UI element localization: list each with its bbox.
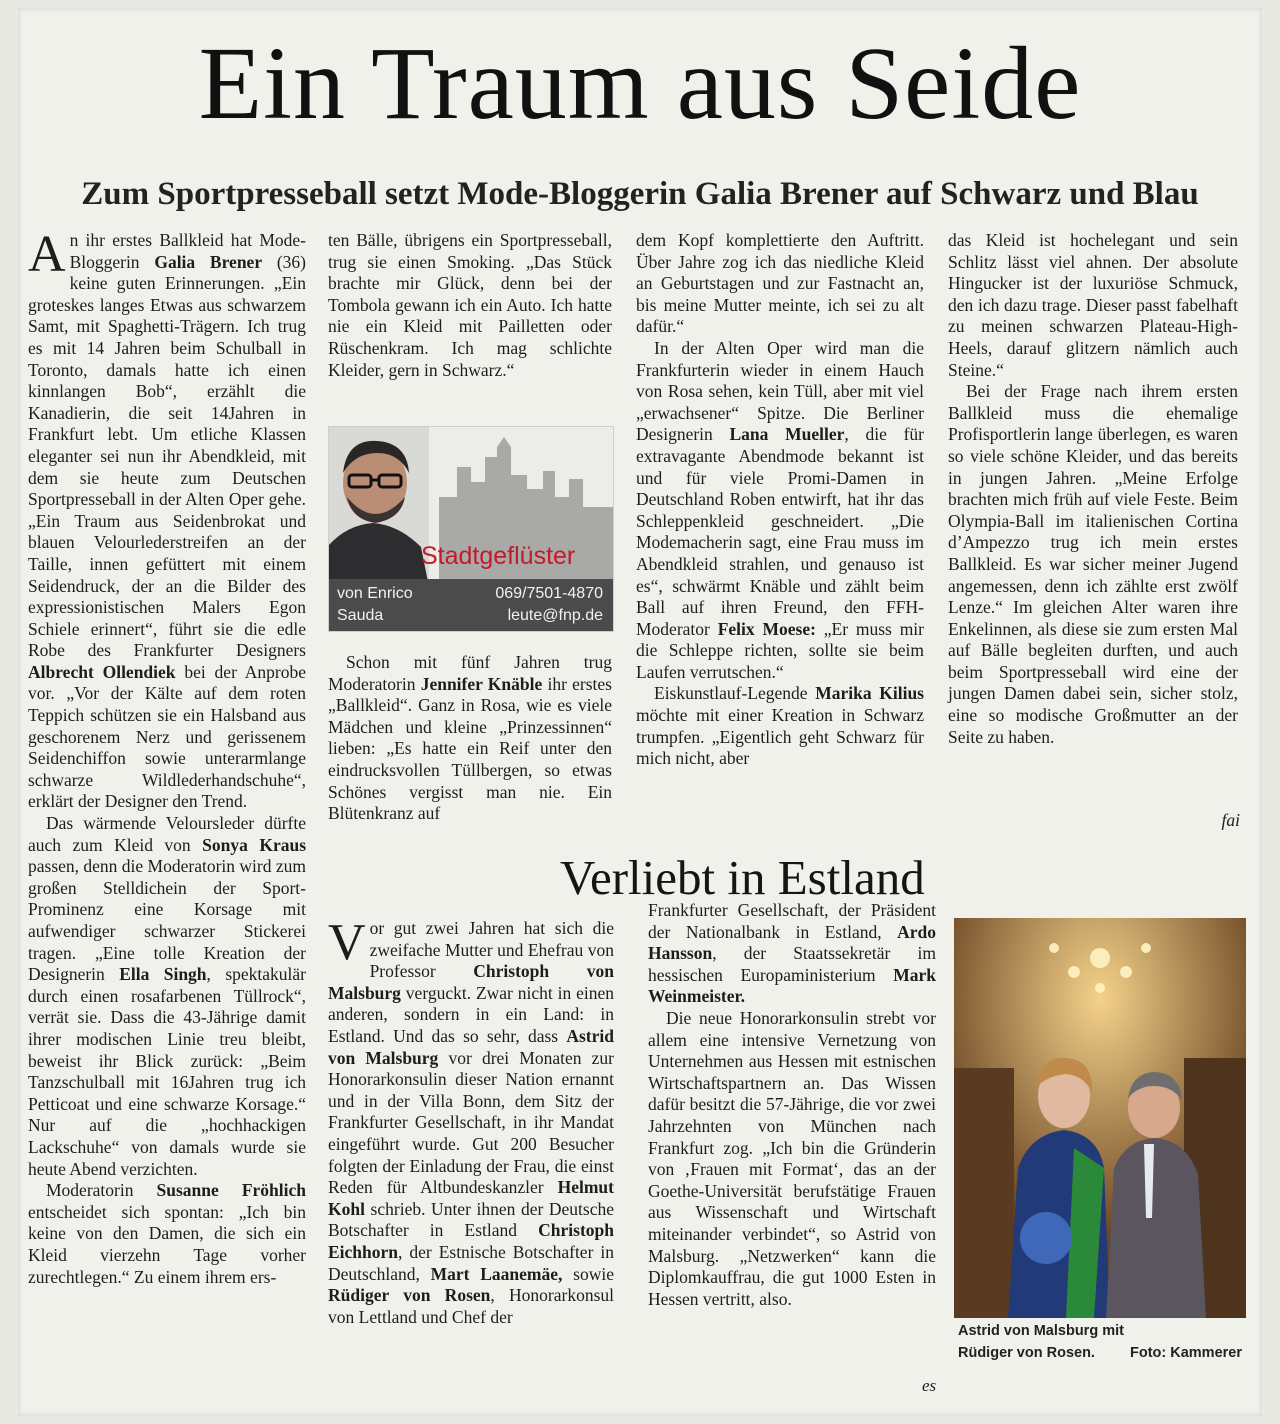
paragraph [28, 813, 306, 1180]
bold-name: Mark Weinmeister. [648, 964, 936, 1007]
drop-cap: V [328, 914, 366, 971]
photo-caption-text: Astrid von Malsburg mit Rüdiger von Rosen. [958, 1323, 1124, 1361]
article1-column-1 [28, 226, 307, 1288]
text-run: Eiskunstlauf-Legende [654, 683, 816, 704]
page-subhead: Zum Sportpresseball setzt Mode-Bloggerin Galia Brener auf Schwarz und Blau [81, 176, 1199, 212]
text-run: Moderatorin [46, 1180, 157, 1201]
bold-name: Ardo Hansson [648, 921, 936, 964]
text-run: , der Estnische Botschafter in Deutschland, [328, 1241, 614, 1284]
column-contact-bar [329, 579, 613, 631]
text-run: das Kleid ist hochelegant und sein Schlitz lässt viel ahnen. Der absolute Hingucker ist der luxuriöse Schmuck, den ich dazu trage. Dieser passt fabelhaft zu meinen schwarzen Plateau-High-Heels, darauf glitzern nämlich auch Steine.“ [948, 230, 1238, 380]
article2-column-1 [328, 914, 615, 1328]
text-run: „Er muss mir die Schleppe richten, sollte sie beim Laufen verrutschen.“ [636, 618, 924, 682]
paragraph [636, 338, 924, 684]
page-headline: Ein Traum aus Seide [198, 26, 1082, 141]
bold-name: Susanne Fröhlich [156, 1180, 306, 1201]
text-run: möchte mit einer Kreation in Schwarz trumpfen. „Eigentlich geht Schwarz für mich nicht, aber [636, 705, 924, 769]
bold-name: Christoph von Malsburg [328, 961, 614, 1003]
article1-column-2-top [328, 230, 612, 381]
paragraph [948, 230, 1238, 381]
bold-name: Astrid von Malsburg [328, 1025, 614, 1068]
article1-column-2-bottom [328, 652, 612, 825]
text-run: , der Staatssekretär im hessischen Europaministerium [648, 943, 936, 985]
paragraph [28, 226, 307, 813]
text-run: vor drei Monaten zur Honorarkonsulin dieser Nation ernannt und in der Villa Bonn, dem Sitz der Frankfurter Gesellschaft, in ihr Mandat eingeführt wurde. Gut 200 Besucher folgten der Einladung der Frau, die einst Reden für Altbundeskanzler [328, 1047, 614, 1198]
text-run: schrieb. Unter ihnen der Deutsche Botschafter in Estland [328, 1198, 614, 1241]
photo-credit: Foto: Kammerer [1130, 1345, 1242, 1361]
text-run: bei der Anprobe vor. „Vor der Kälte auf dem roten Teppich schützen sie ein Halsband aus geschorenem Nerz und gerissenem Seidenchiffon sowie unterarmlange schwarze Wildlederhandschuhe“, erklärt der Designer den Trend. [28, 661, 306, 812]
bold-name: Felix Moese: [717, 618, 816, 639]
text-run: Die neue Honorarkonsulin strebt vor allem eine intensive Vernetzung von Unternehmen aus Hessen mit estnischen Wirtschaftspartnern an. Das Wissen dafür besitzt die 57-Jährige, die vor zwei Jahrzehnten von München nach Frankfurt zog. „Ich bin die Gründerin von ‚Frauen mit Format‘, das an der Goethe-Universität berufstätige Frauen aus Wissenschaft und Wirtschaft miteinander verbindet“, so Astrid von Malsburg. „Netzwerken“ kann die Diplomkauffrau, die gut 1000 Esten in Hessen vertritt, also. [648, 1007, 936, 1309]
bold-name: Lana Mueller [729, 424, 845, 445]
paragraph [328, 230, 612, 381]
article2-headline: Verliebt in Estland [560, 850, 925, 905]
bold-name: Helmut Kohl [328, 1177, 614, 1219]
event-photo-graphic [954, 918, 1246, 1318]
paragraph [948, 381, 1238, 748]
text-run: Schon mit fünf Jahren trug Moderatorin [328, 652, 612, 694]
paragraph [636, 230, 924, 338]
bold-name: Jennifer Knäble [420, 673, 543, 694]
column-contact [495, 583, 603, 627]
drop-cap: A [28, 226, 66, 283]
paragraph [28, 1180, 306, 1288]
paragraph [648, 900, 936, 1008]
event-photo [954, 918, 1246, 1318]
bold-name: Mart Laanemäe, [430, 1263, 563, 1284]
article2-column-2 [648, 900, 936, 1310]
bold-name: Rüdiger von Rosen [328, 1285, 491, 1306]
photo-caption [958, 1320, 1248, 1364]
text-run: ihr erstes „Ballkleid“. Ganz in Rosa, wie es viele Mädchen und kleine „Prinzessinnen“ lieben: „Es hatte ein Reif unter den eindrucksvollen Tüllbergen, so etwas Schönes vergisst man nie. Ein Blütenkranz auf [328, 673, 612, 824]
column-email: leute@fnp.de [507, 607, 603, 624]
paragraph [636, 683, 924, 769]
text-run: Das wärmende Veloursleder dürfte auch zum Kleid von [28, 813, 306, 855]
article1-column-3 [636, 230, 924, 770]
bold-name: Albrecht Ollendiek [28, 661, 176, 682]
text-run: or gut zwei Jahren hat sich die zweifache Mutter und Ehefrau von Professor [369, 918, 614, 982]
text-run: , spektakulär durch einen rosafarbenen Tüllrock“, verrät sie. Dass die 43-Jährige damit ihrer modischen Linie treu bleibt, beweist ihr Blick zurück: „Beim Tanzschulball mit 16Jahren trug ich Petticoat und eine schwarze Korsage.“ Nur auf die „hochhackigen Lackschuhe“ von damals wurde sie heute Abend verzichten. [28, 964, 306, 1179]
columnist-portrait [329, 427, 429, 587]
article1-signature: fai [1221, 810, 1240, 830]
article1-column-4 [948, 230, 1238, 748]
text-run: Bei der Frage nach ihrem ersten Ballkleid muss die ehemalige Profisportlerin lange überlegen, es waren so viele schöne Kleider, und das bereits in jungen Jahren. „Meine Erfolge brachten mich früh auf viele Feste. Beim Olympia-Ball im italienischen Cortina d’Ampezzo trug ich mein erstes Ballkleid. Es war sicher meiner Jugend angemessen, denn ich zählte erst zwölf Lenze.“ Im gleichen Alter waren ihre Enkelinnen, als diese sie zum ersten Mal auf Bälle begleiten durften, und auch beim Sportpresseball wird eine der jungen Damen dabei sein, sicher stolz, eine so modische Großmutter an der Seite zu haben. [948, 381, 1238, 747]
column-phone: 069/7501-4870 [495, 585, 603, 602]
text-run: passen, denn die Moderatorin wird zum großen Stelldichein der Sport-Prominenz eine Korsage mit aufwendiger schwarzer Stickerei tragen. „Eine tolle Kreation der Designerin [28, 856, 306, 985]
text-run: Frankfurter Gesellschaft, der Präsident der Nationalbank in Estland, [648, 900, 936, 942]
bold-name: Christoph Eichhorn [328, 1220, 614, 1262]
text-run: , Honorarkonsul von Lettland und Chef der [328, 1285, 615, 1327]
bold-name: Galia Brener [154, 251, 263, 272]
paragraph [328, 914, 615, 1328]
paragraph [648, 1008, 936, 1310]
bold-name: Sonya Kraus [202, 834, 307, 855]
text-run: , die für extravagante Abendmode bekannt ist und für viele Promi-Damen in Deutschland Roben entwirft, hat ihr das Schleppenkleid geschneidert. „Die Modemacherin sagt, eine Frau muss im Abendkleid strahlen, und genauso ist es“, schwärmt Knäble und zählt beim Ball auf ihren Freund, den FFH-Moderator [636, 424, 924, 639]
text-run: entscheidet sich spontan: „Ich bin keine von den Damen, die sich ein Kleid vierzehn Tage vorher zurechtlegen.“ Zu einem ihrem ers- [28, 1201, 306, 1287]
column-byline: von Enrico Sauda [337, 585, 413, 624]
bold-name: Marika Kilius [815, 683, 924, 704]
column-title: Stadtgeflüster [421, 542, 576, 570]
text-run: sowie [562, 1263, 614, 1284]
paragraph [328, 652, 612, 825]
text-run: ten Bälle, übrigens ein Sportpresseball, trug sie einen Smoking. „Das Stück brachte mir Glück, denn bei der Tombola gewann ich ein Auto. Ich hatte nie ein Kleid mit Pailletten oder Rüschenkram. Ich mag schlichte Kleider, gern in Schwarz.“ [328, 230, 612, 380]
article2-signature: es [922, 1376, 937, 1395]
bold-name: Ella Singh [119, 964, 207, 985]
text-run: dem Kopf komplettierte den Auftritt. Über Jahre zog ich das niedliche Kleid an Geburtstagen und zur Fastnacht an, bis meine Mutter meinte, ich sei zu alt dafür.“ [636, 230, 924, 337]
text-run: (36) keine guten Erinnerungen. „Ein groteskes langes Etwas aus schwarzem Samt, mit Spaghetti-Trägern. Ich trug es mit 14 Jahren beim Schulball in Toronto, damals hatte ich einen kinnlangen Bob“, erzählt die Kanadierin, die seit 14Jahren in Frankfurt lebt. Um etliche Klassen eleganter sei nun ihr Abendkleid, mit dem sie heute zum Deutschen Sportpresseball in der Alten Oper gehe. „Ein Traum aus Seidenbrokat und blauen Velourlederstreifen an der Taille, innen gefüttert mit einem Seidendruck, der an die Bilder des expressionistischen Malers Egon Schiele erinnert“, führt sie die edle Robe des Frankfurter Designers [28, 251, 307, 661]
text-run: verguckt. Zwar nicht in einen anderen, sondern in ein Land: in Estland. Und das so sehr, dass [328, 982, 614, 1046]
text-run: In der Alten Oper wird man die Frankfurterin wieder in einem Hauch von Rosa sehen, kein Tüll, aber mit viel „erwachsener“ Spitze. Die Berliner Designerin [636, 337, 924, 445]
stadtgefluester-box [328, 426, 614, 632]
text-run: n ihr erstes Ballkleid hat Mode-Bloggerin [69, 230, 306, 272]
